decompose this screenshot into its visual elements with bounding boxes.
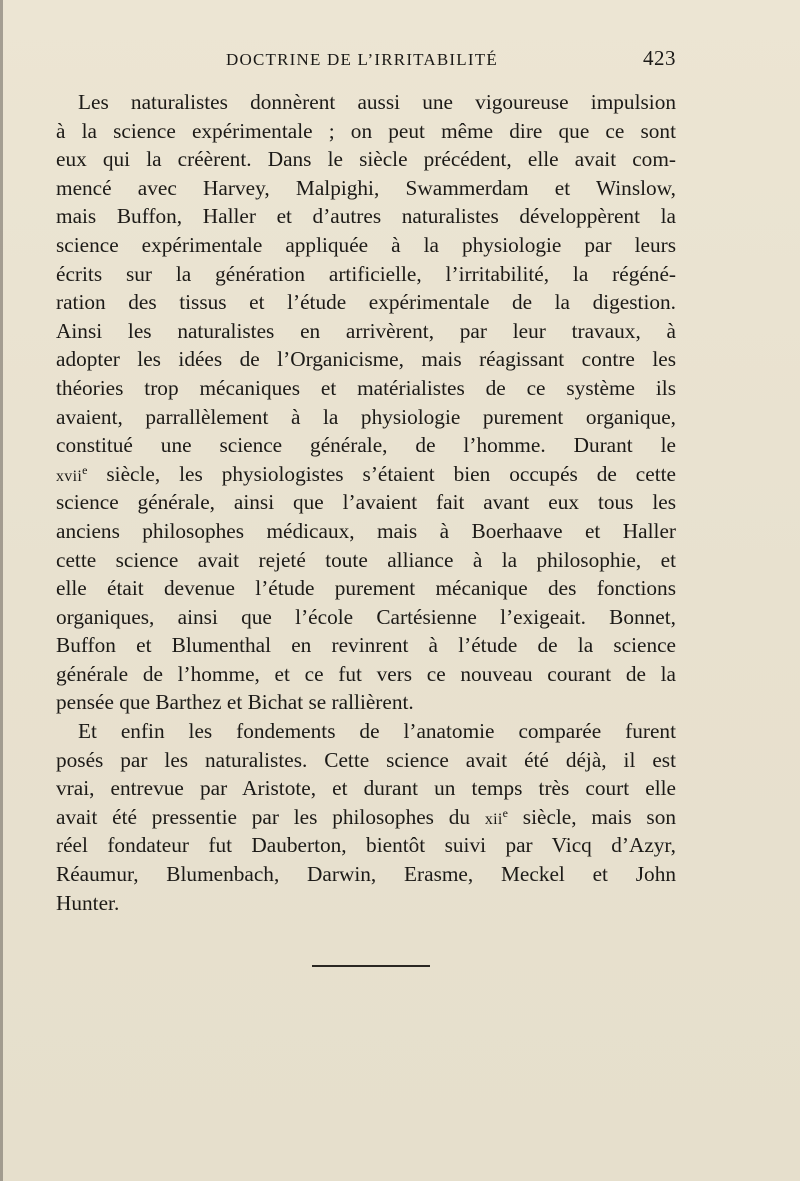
- text-line: Les naturalistes donnèrent aussi une vigoureuse impulsion: [78, 90, 676, 114]
- end-rule: [312, 965, 430, 967]
- paragraph: [56, 88, 676, 717]
- century-numeral: xvii: [56, 467, 83, 485]
- page-edge-shadow: [0, 0, 3, 1181]
- text-line: théories trop mécaniques et matérialistes de ce système ils: [56, 375, 676, 400]
- text-line: à la science expérimentale ; on peut même dire que ce sont: [56, 118, 676, 143]
- text-line: organiques, ainsi que l’école Cartésienne l’exigeait. Bonnet,: [56, 604, 676, 629]
- text-line: cette science avait rejeté toute alliance à la philosophie, et: [56, 547, 676, 572]
- text-line: vrai, entrevue par Aristote, et durant un temps très court elle: [56, 776, 676, 801]
- running-head: DOCTRINE DE L’IRRITABILITÉ: [226, 50, 498, 69]
- text-line: anciens philosophes médicaux, mais à Boerhaave et Haller: [56, 518, 676, 543]
- text-line: [56, 803, 676, 832]
- text-segment: siècle, les physiologistes s’étaient bien occupés de cette: [87, 461, 676, 486]
- text-line: écrits sur la génération artificielle, l’irritabilité, la régéné-: [56, 261, 676, 286]
- text-line: ration des tissus et l’étude expérimentale de la digestion.: [56, 290, 676, 315]
- text-line: pensée que Barthez et Bichat se rallièrent.: [56, 690, 414, 715]
- text-line: mais Buffon, Haller et d’autres naturalistes développèrent la: [56, 204, 676, 229]
- text-line: Réaumur, Blumenbach, Darwin, Erasme, Meckel et John: [56, 862, 676, 887]
- text-line: constitué une science générale, de l’homme. Durant le: [56, 433, 676, 458]
- text-line: avaient, parrallèlement à la physiologie purement organique,: [56, 404, 676, 429]
- body-text: [56, 88, 676, 917]
- text-line: Hunter.: [56, 890, 120, 915]
- text-line: science expérimentale appliquée à la physiologie par leurs: [56, 232, 676, 257]
- superscript: e: [502, 805, 508, 820]
- text-line: science générale, ainsi que l’avaient fait avant eux tous les: [56, 490, 676, 515]
- century-numeral: xii: [484, 810, 503, 828]
- text-line: Et enfin les fondements de l’anatomie comparée furent: [78, 719, 676, 744]
- paragraph: [56, 717, 676, 917]
- text-line: Buffon et Blumenthal en revinrent à l’étude de la science: [56, 633, 676, 658]
- text-line: Ainsi les naturalistes en arrivèrent, par leur travaux, à: [56, 318, 676, 343]
- text-line: générale de l’homme, et ce fut vers ce nouveau courant de la: [56, 661, 676, 686]
- superscript: e: [82, 462, 88, 477]
- text-line: mencé avec Harvey, Malpighi, Swammerdam et Winslow,: [56, 175, 676, 200]
- text-line: [56, 460, 676, 489]
- text-segment: siècle, mais son: [507, 804, 676, 829]
- text-line: posés par les naturalistes. Cette science avait été déjà, il est: [56, 747, 676, 772]
- text-segment: avait été pressentie par les philosophes du: [56, 804, 485, 829]
- page-header: [56, 46, 676, 76]
- text-line: réel fondateur fut Dauberton, bientôt suivi par Vicq d’Azyr,: [56, 833, 676, 858]
- text-line: adopter les idées de l’Organicisme, mais réagissant contre les: [56, 347, 676, 372]
- text-line: elle était devenue l’étude purement mécanique des fonctions: [56, 576, 676, 601]
- page-number: 423: [643, 46, 676, 70]
- text-line: eux qui la créèrent. Dans le siècle précédent, elle avait com-: [56, 147, 676, 172]
